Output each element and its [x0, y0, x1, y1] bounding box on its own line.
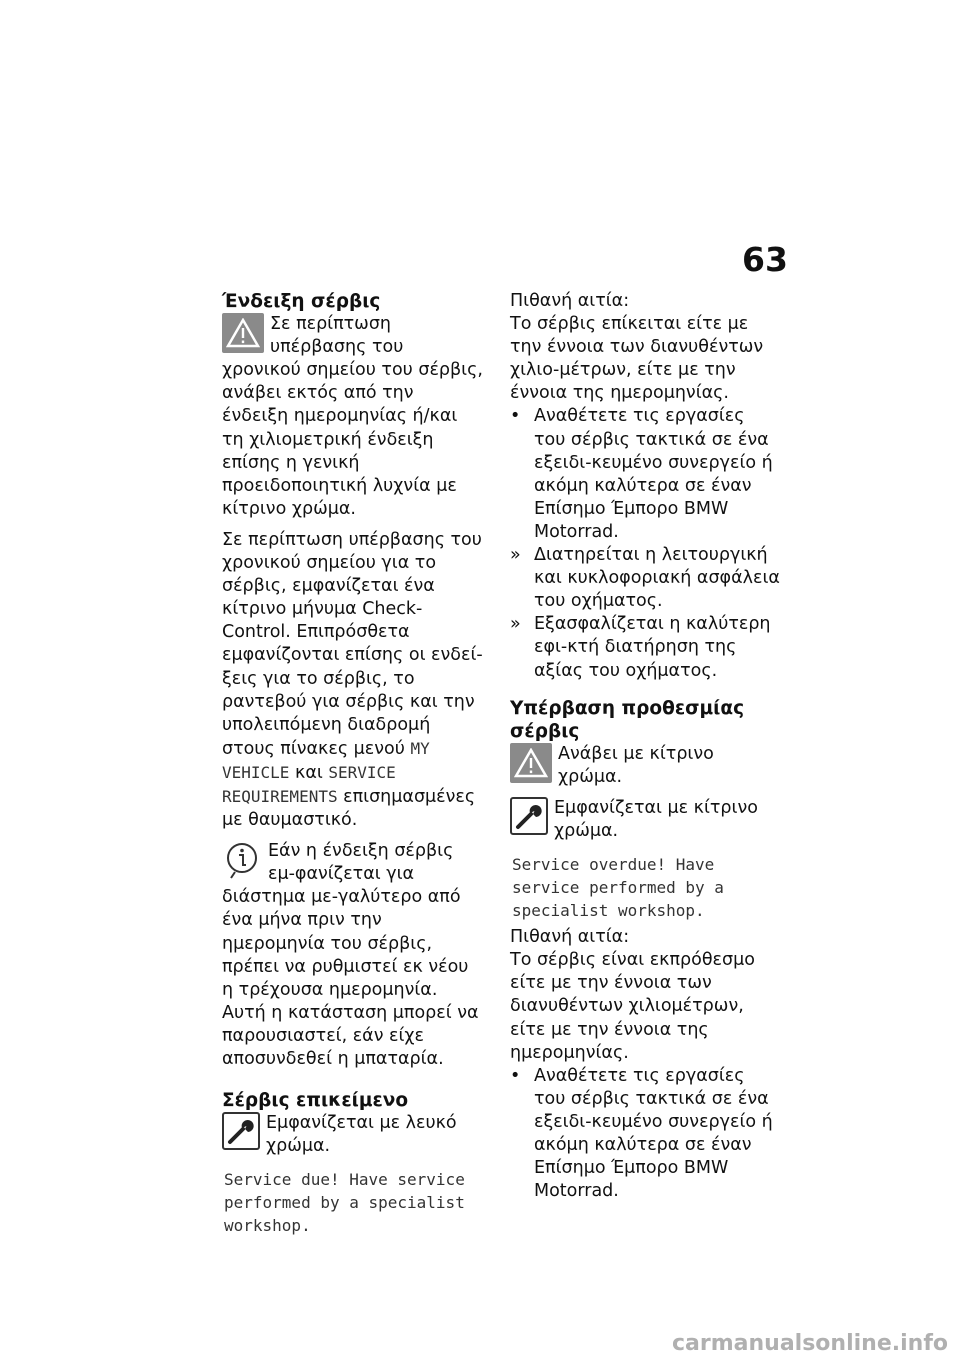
cause-text: Το σέρβις επίκειται είτε με την έννοια των διανυθέντων χιλιο-μέτρων, είτε με την έννοια της ημερομηνίας.	[510, 314, 764, 404]
wrench-icon-wrap	[510, 797, 548, 835]
heading-service-overdue: Υπέρβαση προθεσμίας σέρβις	[510, 697, 745, 742]
info-icon-wrap	[222, 840, 262, 880]
list-item	[510, 1065, 780, 1204]
heading-service-indicator: Ένδειξη σέρβις	[222, 291, 381, 312]
warning-yellow-paragraph: Ανάβει με κίτρινο χρώμα.	[558, 743, 714, 787]
bullet-marker: •	[510, 406, 521, 427]
result-marker: »	[510, 545, 521, 566]
list-item-text: Εξασφαλίζεται η καλύτερη εφι-κτή διατήρηση της αξίας του οχήματος.	[534, 614, 771, 681]
service-due-message: Service due! Have service performed by a specialist workshop.	[224, 1170, 465, 1236]
marked-text: επισημασμένες με θαυμαστικό.	[222, 786, 476, 831]
menu-service-requirements: SERVICE REQUIREMENTS	[222, 762, 396, 806]
service-overdue-message: Service overdue! Have service performed by a specialist workshop.	[512, 855, 724, 921]
info-paragraph: Εάν η ένδειξη σέρβις εμ-φανίζεται για διάστημα με-γαλύτερο από ένα μήνα πριν την ημερομηνία του σέρβις, πρέπει να ρυθμιστεί εκ νέου η τρέχουσα ημερομηνία. Αυτή η κατάσταση μπορεί να παρουσιαστεί, εάν είχε αποσυνδεθεί η μπαταρία.	[222, 841, 479, 1069]
bullet-marker: •	[510, 1065, 521, 1086]
heading-service-due: Σέρβις επικείμενο	[222, 1090, 409, 1112]
cause-label-overdue: Πιθανή αιτία:	[510, 927, 630, 948]
wrench-yellow-paragraph: Εμφανίζεται με κίτρινο χρώμα.	[554, 797, 758, 842]
footer-watermark: carmanualsonline.info	[672, 1331, 948, 1356]
menu-my-vehicle: MY VEHICLE	[222, 738, 430, 782]
list-item-text: Αναθέτετε τις εργασίες του σέρβις τακτικά σε ένα εξειδι-κευμένο συνεργείο ή ακόμη καλύτερα σε έναν Επίσημο Έμπορο BMW Motorrad.	[534, 406, 773, 542]
wrench-icon	[510, 797, 548, 835]
list-item-text: Διατηρείται η λειτουργική και κυκλοφοριακή ασφάλεια του οχήματος.	[534, 545, 780, 612]
warning-triangle-icon	[510, 743, 552, 783]
and-text: και	[295, 762, 323, 783]
warning-icon-wrap	[222, 313, 264, 353]
wrench-icon-wrap	[222, 1112, 260, 1150]
list-item-text: Αναθέτετε τις εργασίες του σέρβις τακτικά σε ένα εξειδι-κευμένο συνεργείο ή ακόμη καλύτερα σε έναν Επίσημο Έμπορο BMW Motorrad.	[534, 1065, 773, 1202]
left-column	[222, 290, 484, 1241]
warning-icon-wrap	[510, 743, 552, 783]
wrench-white-paragraph: Εμφανίζεται με λευκό χρώμα.	[266, 1113, 457, 1157]
check-control-text: Σε περίπτωση υπέρβασης του χρονικού σημείου για το σέρβις, εμφανίζεται ένα κίτρινο μήνυμα Check-Control. Επιπρόσθετα εμφανίζονται επίσης οι ενδεί-ξεις για το σέρβις, το ραντεβού για σέρβις και την υπολειπόμενη διαδρομή στους πίνακες μενού	[222, 529, 483, 759]
cause-label: Πιθανή αιτία:	[510, 291, 630, 311]
info-icon	[222, 840, 262, 880]
wrench-icon	[222, 1112, 260, 1150]
warning-triangle-icon	[222, 313, 264, 353]
cause-text-overdue: Το σέρβις είναι εκπρόθεσμο είτε με την έννοια των διανυθέντων χιλιομέτρων, είτε με την έννοια της ημερομηνίας.	[510, 950, 755, 1063]
check-control-paragraph	[222, 529, 484, 832]
list-item	[510, 613, 780, 682]
list-item	[510, 405, 780, 544]
result-marker: »	[510, 614, 521, 635]
right-column	[510, 290, 780, 1203]
warning-paragraph: Σε περίπτωση υπέρβασης του χρονικού σημείου του σέρβις, ανάβει εκτός από την ένδειξη ημερομηνίας ή/και τη χιλιομετρική ένδειξη επίσης η γενική προειδοποιητική λυχνία με κίτρινο χρώμα.	[222, 314, 483, 519]
list-item	[510, 544, 780, 613]
page-number: 63	[742, 240, 788, 279]
